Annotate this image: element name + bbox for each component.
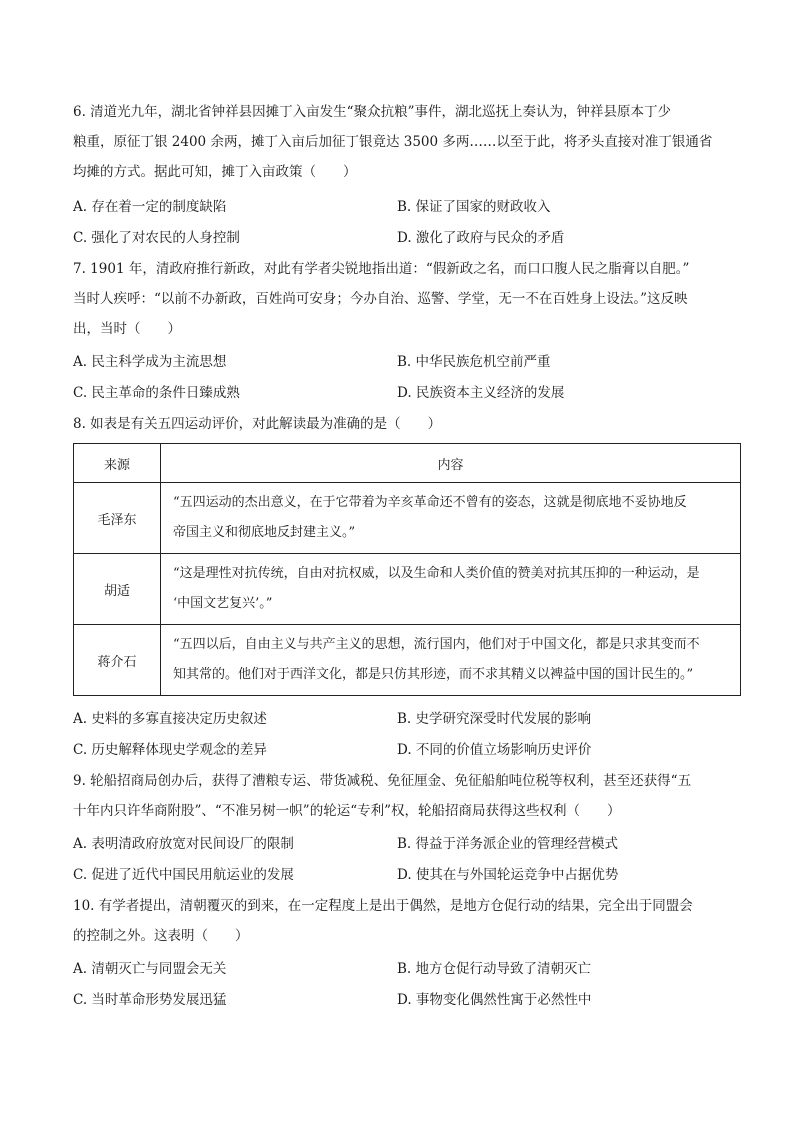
table-header-content: 内容 [161, 444, 741, 483]
question-6-option-b[interactable]: B. 保证了国家的财政收入 [397, 199, 551, 215]
table-cell-line: “五四运动的杰出意义，在于它带着为辛亥革命还不曾有的姿态，这就是彻底地不妥协地反 [173, 495, 687, 510]
table-row [74, 483, 741, 554]
question-6-line-3: 均摊的方式。据此可知，摊丁入亩政策（ ） [73, 164, 357, 180]
table-cell-content [161, 625, 741, 696]
question-8-option-a[interactable]: A. 史料的多寡直接决定历史叙述 [73, 711, 267, 727]
table-cell-line: ‘中国文艺复兴’。” [173, 596, 273, 611]
evaluation-table [73, 443, 741, 696]
question-6-line-2: 粮重，原征丁银 2400 余两，摊丁入亩后加征丁银竟达 3500 多两……以至于此，将矛头直接对准丁银通省 [73, 134, 713, 150]
table-row [74, 625, 741, 696]
question-6-option-a[interactable]: A. 存在着一定的制度缺陷 [73, 199, 227, 215]
table-cell-source: 蒋介石 [74, 625, 161, 696]
question-6-option-d[interactable]: D. 激化了政府与民众的矛盾 [397, 230, 565, 246]
question-10-option-c[interactable]: C. 当时革命形势发展迅猛 [73, 992, 227, 1008]
table-cell-line: 帝国主义和彻底地反封建主义。” [173, 525, 356, 540]
table-cell-line: “五四以后，自由主义与共产主义的思想，流行国内，他们对于中国文化，都是只求其变而不 [173, 637, 700, 652]
question-10-line-2: 的控制之外。这表明（ ） [73, 928, 249, 944]
question-9-option-d[interactable]: D. 使其在与外国轮运竞争中占据优势 [397, 867, 619, 883]
table-cell-content [161, 554, 741, 625]
table-header-row [74, 444, 741, 483]
question-7-line-2: 当时人疾呼：“以前不办新政，百姓尚可安身；今办自治、巡警、学堂，无一不在百姓身上设法。”这反映 [73, 291, 688, 307]
question-10-option-b[interactable]: B. 地方仓促行动导致了清朝灭亡 [397, 961, 592, 977]
question-9-option-a[interactable]: A. 表明清政府放宽对民间设厂的限制 [73, 836, 294, 852]
question-10-option-a[interactable]: A. 清朝灭亡与同盟会无关 [73, 961, 227, 977]
table-cell-line: 知其常的。他们对于西洋文化，都是只仿其形迹，而不求其精义以裨益中国的国计民生的。” [173, 667, 694, 682]
table-cell-source: 胡适 [74, 554, 161, 625]
table-header-source: 来源 [74, 444, 161, 483]
question-7-line-3: 出，当时（ ） [73, 321, 181, 337]
question-7-option-d[interactable]: D. 民族资本主义经济的发展 [397, 385, 565, 401]
question-8-option-b[interactable]: B. 史学研究深受时代发展的影响 [397, 711, 592, 727]
question-6-line-1: 6. 清道光九年，湖北省钟祥县因摊丁入亩发生“聚众抗粮”事件，湖北巡抚上奏认为，钟祥县原本丁少 [73, 104, 671, 120]
question-7-option-c[interactable]: C. 民主革命的条件日臻成熟 [73, 385, 240, 401]
question-9-line-2: 十年内只许华商附股”、“不准另树一帜”的轮运“专利”权，轮船招商局获得这些权利（ ） [73, 803, 621, 819]
question-6-stem [73, 97, 733, 187]
question-9-option-c[interactable]: C. 促进了近代中国民用航运业的发展 [73, 867, 294, 883]
question-10-option-d[interactable]: D. 事物变化偶然性寓于必然性中 [397, 992, 592, 1008]
question-8-option-c[interactable]: C. 历史解释体现史学观念的差异 [73, 742, 267, 758]
question-7-line-1: 7. 1901 年，清政府推行新政，对此有学者尖锐地指出道：“假新政之名，而口口腹人民之脂膏以自肥。” [73, 261, 690, 277]
question-9-line-1: 9. 轮船招商局创办后，获得了漕粮专运、带货减税、免征厘金、免征船舶吨位税等权利，甚至还获得“五 [73, 773, 692, 789]
table-cell-content [161, 483, 741, 554]
table-cell-line: “这是理性对抗传统，自由对抗权威，以及生命和人类价值的赞美对抗其压抑的一种运动，是 [173, 566, 700, 581]
question-7-option-b[interactable]: B. 中华民族危机空前严重 [397, 354, 551, 370]
question-8-line-1: 8. 如表是有关五四运动评价，对此解读最为准确的是（ ） [73, 416, 442, 432]
question-7-option-a[interactable]: A. 民主科学成为主流思想 [73, 354, 227, 370]
question-10-stem [73, 891, 733, 951]
question-9-stem [73, 766, 733, 826]
question-8-option-d[interactable]: D. 不同的价值立场影响历史评价 [397, 742, 592, 758]
table-row [74, 554, 741, 625]
question-10-line-1: 10. 有学者提出，清朝覆灭的到来，在一定程度上是出于偶然，是地方仓促行动的结果，完全出于同盟会 [73, 898, 693, 914]
question-7-stem [73, 254, 733, 344]
question-8-stem [73, 409, 733, 439]
question-6-option-c[interactable]: C. 强化了对农民的人身控制 [73, 230, 240, 246]
question-9-option-b[interactable]: B. 得益于洋务派企业的管理经营模式 [397, 836, 619, 852]
table-cell-source: 毛泽东 [74, 483, 161, 554]
